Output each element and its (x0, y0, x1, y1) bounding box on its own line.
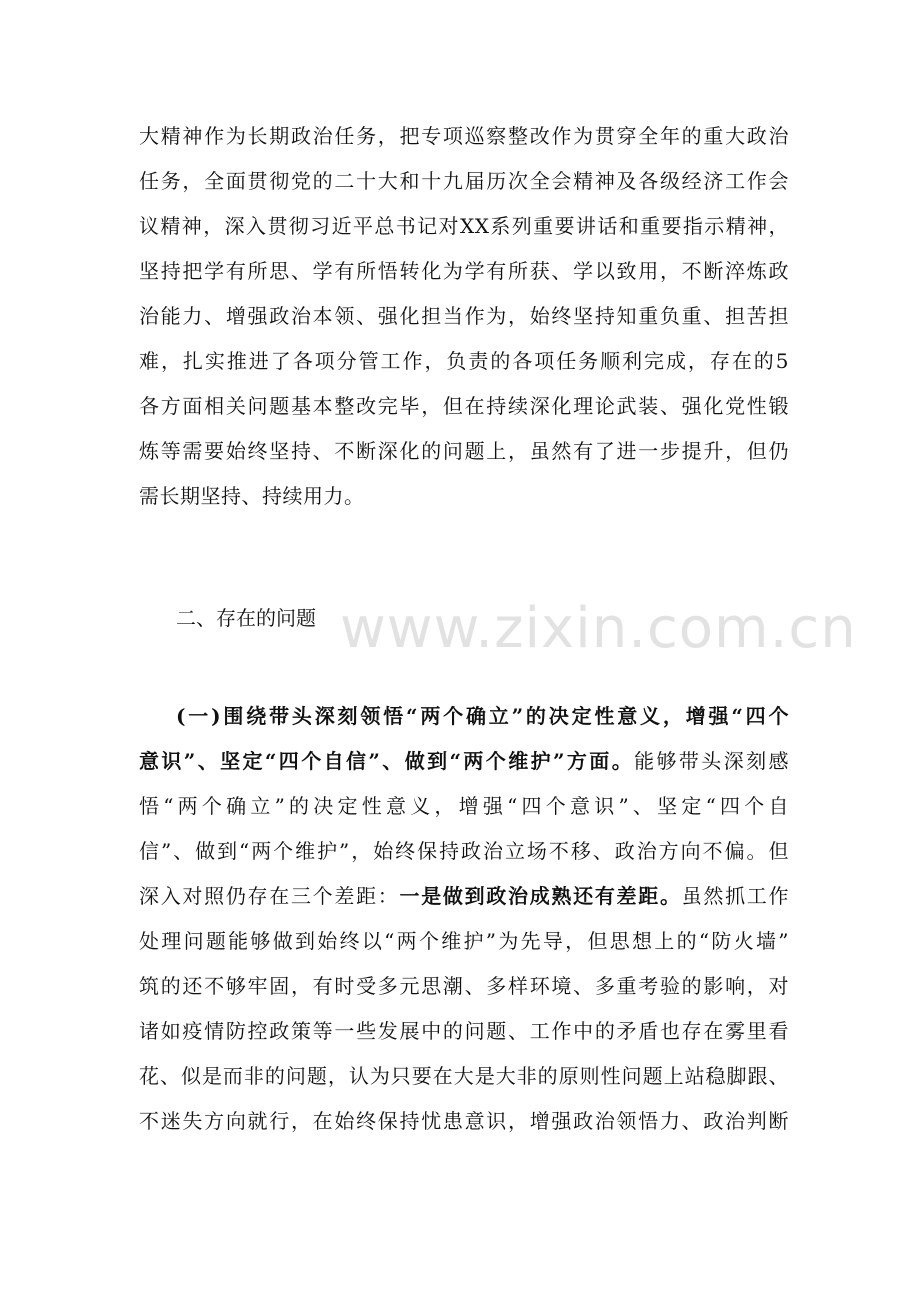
paragraph-line: 各方面相关问题基本整改完毕，但在持续深化理论武装、强化党性锻 (139, 394, 789, 418)
paragraph-line: 信”、做到“两个维护”，始终保持政治立场不移、政治方向不偏。但 (139, 839, 789, 863)
paragraph-text: 虽然抓工作 (681, 884, 790, 908)
paragraph-line: 需长期坚持、持续用力。 (139, 484, 365, 508)
paragraph-line: 任务，全面贯彻党的二十大和十九届历次全会精神及各级经济工作会 (139, 169, 789, 193)
paragraph-line: 处理问题能够做到始终以“两个维护”为先导，但思想上的“防火墙” (139, 929, 789, 953)
paragraph-text: 能够带头深刻感 (634, 749, 790, 773)
paragraph-line: 大精神作为长期政治任务，把专项巡察整改作为贯穿全年的重大政治 (139, 124, 789, 148)
paragraph-line: 不迷失方向就行，在始终保持忧患意识，增强政治领悟力、政治判断 (139, 1109, 789, 1133)
subsection-title: (一)围绕带头深刻领悟“两个确立”的决定性意义，增强“四个 (176, 704, 789, 728)
paragraph-line: 治能力、增强政治本领、强化担当作为，始终坚持知重负重、担苦担 (139, 304, 789, 328)
paragraph-line (139, 741, 789, 781)
paragraph-line: 筑的还不够牢固，有时受多元思潮、多样环境、多重考验的影响，对 (139, 974, 789, 998)
section-heading: 二、存在的问题 (176, 606, 316, 630)
paragraph-line: 难，扎实推进了各项分管工作，负责的各项任务顺利完成，存在的5 (139, 349, 789, 373)
paragraph-line: 诸如疫情防控政策等一些发展中的问题、工作中的矛盾也存在雾里看 (139, 1019, 789, 1043)
paragraph-line (139, 876, 789, 916)
watermark: www.zixin.com.cn (340, 596, 857, 661)
paragraph-line: 悟“两个确立”的决定性意义，增强“四个意识”、坚定“四个自 (139, 794, 789, 818)
subsection-title-cont: 意识”、坚定“四个自信”、做到“两个维护”方面。 (139, 749, 635, 773)
paragraph-line: 坚持把学有所思、学有所悟转化为学有所获、学以致用，不断淬炼政 (139, 259, 789, 283)
paragraph-line: 花、似是而非的问题，认为只要在大是大非的原则性问题上站稳脚跟、 (139, 1064, 789, 1088)
paragraph-text: 深入对照仍存在三个差距： (139, 884, 400, 908)
paragraph-line: 炼等需要始终坚持、不断深化的问题上，虽然有了进一步提升，但仍 (139, 439, 789, 463)
bold-point: 一是做到政治成熟还有差距。 (399, 884, 682, 908)
paragraph-line: 议精神，深入贯彻习近平总书记对XX系列重要讲话和重要指示精神， (139, 214, 789, 238)
